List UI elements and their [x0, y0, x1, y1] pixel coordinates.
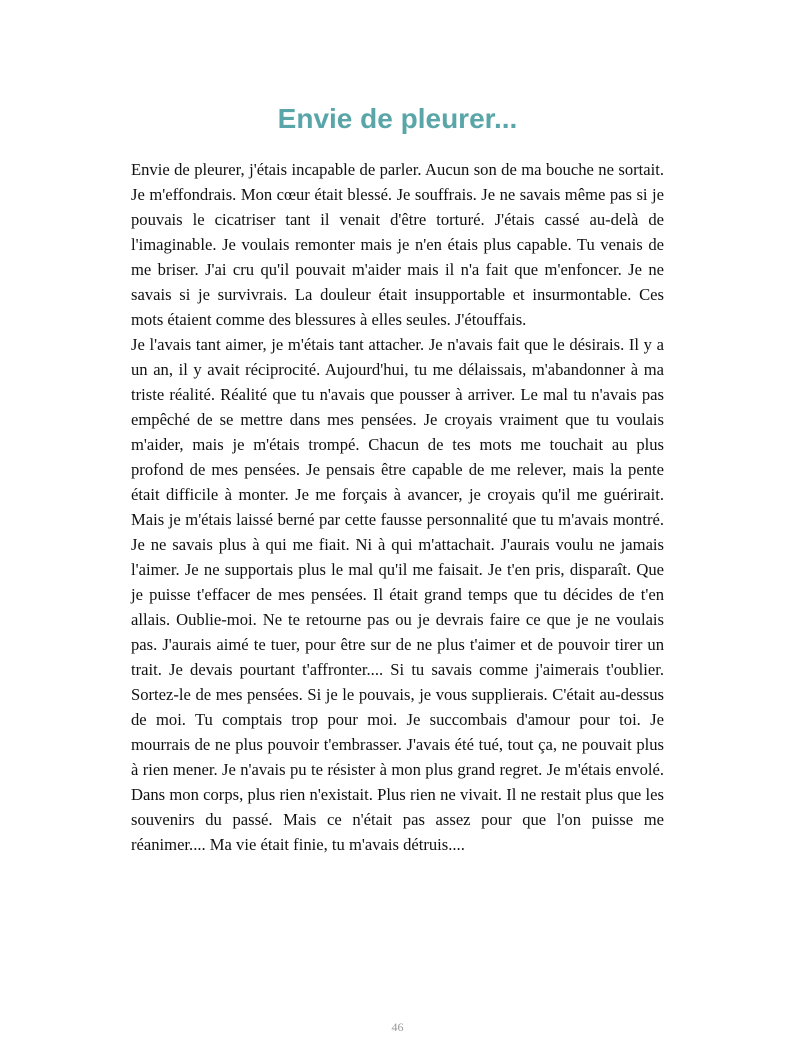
- page-title: Envie de pleurer...: [277, 103, 518, 134]
- body-text: [131, 157, 664, 857]
- paragraph-1: Envie de pleurer, j'étais incapable de parler. Aucun son de ma bouche ne sortait. Je m'effondrais. Mon cœur était blessé. Je souffrais. Je ne savais même pas si je pouvais le cicatriser tant il venait d'être torturé. J'étais cassé au-delà de l'imaginable. Je voulais remonter mais je n'en étais plus capable. Tu venais de me briser. J'ai cru qu'il pouvait m'aider mais il n'a fait que m'enfoncer. Je ne savais si je survivrais. La douleur était insupportable et insurmontable. Ces mots étaient comme des blessures à elles seules. J'étouffais.: [131, 160, 664, 329]
- page-number: 46: [391, 1020, 404, 1034]
- paragraph-2: Je l'avais tant aimer, je m'étais tant attacher. Je n'avais fait que le désirais. Il y a un an, il y avait réciprocité. Aujourd'hui, tu me délaissais, m'abandonner à ma triste réalité. Réalité que tu n'avais que pousser à arriver. Le mal tu n'avais pas empêché de se mettre dans mes pensées. Je croyais vraiment que tu voulais m'aider, mais je m'étais trompé. Chacun de tes mots me touchait au plus profond de mes pensées. Je pensais être capable de me relever, mais la pente était difficile à monter. Je me forçais à avancer, je croyais qu'il me guérirait. Mais je m'étais laissé berné par cette fausse personnalité que tu m'avais montré. Je ne savais plus à qui me fiait. Ni à qui m'attachait. J'aurais voulu ne jamais l'aimer. Je ne supportais plus le mal qu'il me faisait. Je t'en pris, disparaît. Que je puisse t'effacer de mes pensées. Il était grand temps que tu décides de t'en allais. Oublie-moi. Ne te retourne pas ou je devrais faire ce que je ne voulais pas. J'aurais aimé te tuer, pour être sur de ne plus t'aimer et de pouvoir tirer un trait. Je devais pourtant t'affronter.... Si tu savais comme j'aimerais t'oublier. Sortez-le de mes pensées. Si je le pouvais, je vous supplierais. C'était au-dessus de moi. Tu comptais trop pour moi. Je succombais d'amour pour toi. Je mourrais de ne plus pouvoir t'embrasser. J'avais été tué, tout ça, ne pouvait plus à rien mener. Je n'avais pu te résister à mon plus grand regret. Je m'étais envolé. Dans mon corps, plus rien n'existait. Plus rien ne vivait. Il ne restait plus que les souvenirs du passé. Mais ce n'était pas assez pour que l'on puisse me réanimer.... Ma vie était finie, tu m'avais détruis....: [131, 335, 664, 854]
